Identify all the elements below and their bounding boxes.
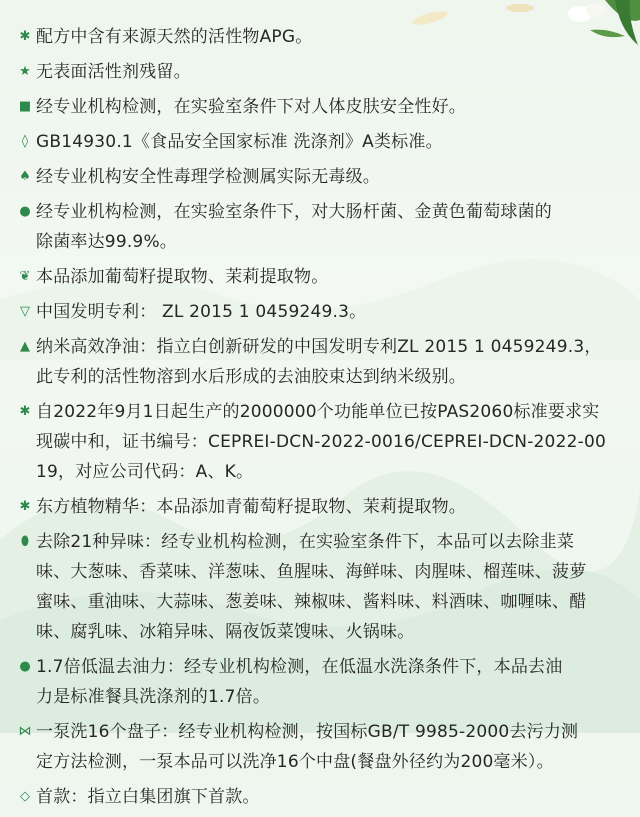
list-item [14,262,630,292]
text-line: 力是标准餐具洗涤剂的1.7倍。 [36,687,271,707]
list-item-text [36,22,312,52]
list-item [14,297,630,327]
list-item-text [36,492,466,522]
asterisk-icon: ✱ [19,29,31,44]
text-line: 自2022年9月1日起生产的2000000个功能单位已按PAS2060标准要求实 [36,402,600,422]
list-item [14,492,630,522]
text-line: 首款：指立白集团旗下首款。 [36,787,260,807]
list-item [14,162,630,192]
list-item [14,782,630,812]
circle-icon: ● [19,659,31,674]
list-item [14,127,630,157]
star-icon: ★ [19,64,31,79]
list-item-text [36,92,466,122]
list-item [14,22,630,52]
spade-icon: ♠ [19,169,31,184]
text-line: 经专业机构检测，在实验室条件下对人体皮肤安全性好。 [36,97,466,117]
asterisk-icon: ✱ [19,499,31,514]
bowtie-icon: ⋈ [18,724,32,739]
circle-icon: ● [19,204,31,219]
text-line: 一泵洗16个盘子：经专业机构检测，按国标GB/T 9985-2000去污力测 [36,722,579,742]
square-icon: ■ [18,99,32,114]
text-line: 去除21种异味：经专业机构检测，在实验室条件下，本品可以去除韭菜 [36,532,575,552]
list-item-text [36,262,328,292]
triangle-down-icon: ▽ [20,304,30,319]
text-line: 配方中含有来源天然的活性物APG。 [36,27,313,47]
text-line: 经专业机构安全性毒理学检测属实际无毒级。 [36,167,380,187]
list-item-text [36,527,586,647]
text-line: 味、大葱味、香菜味、洋葱味、鱼腥味、海鲜味、肉腥味、榴莲味、菠萝 [36,562,587,582]
text-line: 此专利的活性物溶到水后形成的去油胶束达到纳米级别。 [36,367,466,387]
text-line: 现碳中和，证书编号：CEPREI-DCN-2022-0016/CEPREI-DCN-2022-00 [36,432,606,452]
list-item [14,652,630,712]
list-item-text [36,332,602,392]
text-line: 无表面活性剂残留。 [36,62,191,82]
list-item [14,527,630,647]
text-line: 味、腐乳味、冰箱异味、隔夜饭菜馊味、火锅味。 [36,622,415,642]
list-item [14,332,630,392]
leaf-icon: ❦ [19,269,31,284]
drop-icon: ⬮ [20,534,30,549]
text-line: 中国发明专利： ZL 2015 1 0459249.3。 [36,302,367,322]
triangle-up-icon: ▲ [20,339,30,354]
list-item-text [36,782,260,812]
text-line: GB14930.1《食品安全国家标准 洗涤剂》A类标准。 [36,132,443,152]
list-item-text [36,127,443,157]
diamond-outline-icon: ◊ [21,134,29,149]
text-line: 本品添加葡萄籽提取物、茉莉提取物。 [36,267,329,287]
list-item-text [36,652,562,712]
list-item-text [36,717,578,777]
list-item-text [36,397,606,487]
text-line: 经专业机构检测，在实验室条件下，对大肠杆菌、金黄色葡萄球菌的 [36,202,552,222]
text-line: 蜜味、重油味、大蒜味、葱姜味、辣椒味、酱料味、料酒味、咖喱味、醋 [36,592,587,612]
list-item-text [36,297,366,327]
diamond-outline-icon: ◇ [20,789,30,804]
list-item-text [36,197,552,257]
list-item [14,57,630,87]
list-item-text [36,57,191,87]
list-item [14,717,630,777]
text-line: 除菌率达99.9%。 [36,232,178,252]
text-line: 19，对应公司代码：A、K。 [36,462,254,482]
list-item [14,197,630,257]
list-item-text [36,162,380,192]
list-item [14,92,630,122]
feature-list [14,22,630,817]
text-line: 东方植物精华：本品添加青葡萄籽提取物、茉莉提取物。 [36,497,466,517]
list-item [14,397,630,487]
text-line: 定方法检测，一泵本品可以洗净16个中盘(餐盘外径约为200毫米）。 [36,752,554,772]
asterisk-icon: ✱ [19,404,31,419]
text-line: 1.7倍低温去油力：经专业机构检测，在低温水洗涤条件下，本品去油 [36,657,563,677]
text-line: 纳米高效净油：指立白创新研发的中国发明专利ZL 2015 1 0459249.3， [36,337,602,357]
